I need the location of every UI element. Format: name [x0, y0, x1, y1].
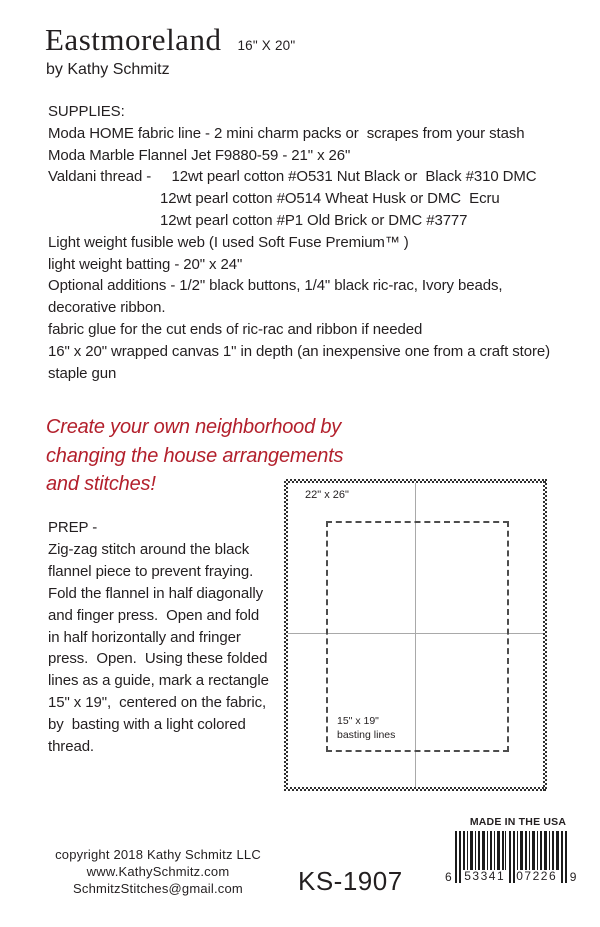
basting-size-line2: basting lines: [337, 728, 396, 741]
copyright-block: [30, 847, 286, 897]
supply-line: fabric glue for the cut ends of ric-rac and ribbon if needed: [48, 320, 423, 338]
prep-line: lines as a guide, mark a rectangle: [48, 672, 269, 690]
supply-line: Light weight fusible web (I used Soft Fuse Premium™ ): [48, 233, 409, 251]
supply-line: Moda Marble Flannel Jet F9880-59 - 21" x 26": [48, 146, 351, 164]
basting-size-label: [337, 715, 395, 742]
zigzag-stitch-border-bottom: [284, 787, 547, 791]
author-byline: by Kathy Schmitz: [46, 61, 170, 78]
prep-line: Zig-zag stitch around the black: [48, 540, 250, 558]
supply-line: light weight batting - 20" x 24": [48, 255, 243, 273]
flannel-size-label: 22" x 26": [305, 489, 349, 501]
prep-line: by basting with a light colored: [48, 716, 246, 734]
barcode-group2: 07226: [516, 869, 558, 883]
pattern-sku: KS-1907: [298, 866, 403, 896]
barcode-digit-right: 9: [569, 870, 577, 884]
supply-line: 12wt pearl cotton #O514 Wheat Husk or DMC Ecru: [160, 190, 500, 208]
website-url: www.KathySchmitz.com: [86, 863, 230, 879]
supplies-section: [48, 101, 550, 384]
prep-line: 15" x 19", centered on the fabric,: [48, 694, 267, 712]
upc-barcode: [444, 831, 594, 883]
prep-section: [48, 517, 269, 758]
note-line: and stitches!: [46, 473, 156, 496]
supply-line: 12wt pearl cotton #P1 Old Brick or DMC #3777: [160, 211, 468, 229]
page-title: Eastmoreland: [45, 22, 222, 57]
supply-line: Optional additions - 1/2" black buttons, 1/4" black ric-rac, Ivory beads,: [48, 277, 503, 295]
prep-line: and finger press. Open and fold: [48, 606, 260, 624]
contact-email: SchmitzStitches@gmail.com: [73, 880, 243, 896]
note-line: Create your own neighborhood by: [46, 416, 342, 438]
barcode-block: [444, 816, 594, 883]
finished-size-label: 16" X 20": [237, 38, 296, 53]
prep-line: thread.: [48, 738, 94, 756]
basting-size-line1: 15" x 19": [337, 715, 379, 727]
basting-diagram: [284, 479, 547, 791]
supply-line: staple gun: [48, 364, 117, 382]
barcode-bars: [455, 831, 567, 883]
prep-line: Fold the flannel in half diagonally: [48, 584, 263, 602]
prep-line: in half horizontally and fringer: [48, 628, 241, 646]
prep-line: flannel piece to prevent fraying.: [48, 562, 254, 580]
barcode-group1: 53341: [464, 869, 506, 883]
supplies-heading: SUPPLIES:: [48, 103, 125, 120]
barcode-digit-left: 6: [445, 870, 452, 884]
prep-heading: PREP -: [48, 519, 98, 536]
supply-line: 16" x 20" wrapped canvas 1" in depth (an inexpensive one from a craft store): [48, 342, 550, 360]
header: [45, 22, 295, 58]
supply-line: Moda HOME fabric line - 2 mini charm packs or scrapes from your stash: [48, 124, 525, 142]
copyright-line: copyright 2018 Kathy Schmitz LLC: [55, 847, 261, 862]
zigzag-stitch-border-right: [543, 479, 547, 791]
zigzag-stitch-border-left: [284, 479, 288, 791]
prep-line: press. Open. Using these folded: [48, 650, 268, 668]
made-in-usa-label: MADE IN THE USA: [469, 816, 567, 828]
supply-line: decorative ribbon.: [48, 299, 166, 317]
supply-line: Valdani thread - 12wt pearl cotton #O531 Nut Black or Black #310 DMC: [48, 168, 537, 186]
note-line: changing the house arrangements: [46, 444, 344, 467]
